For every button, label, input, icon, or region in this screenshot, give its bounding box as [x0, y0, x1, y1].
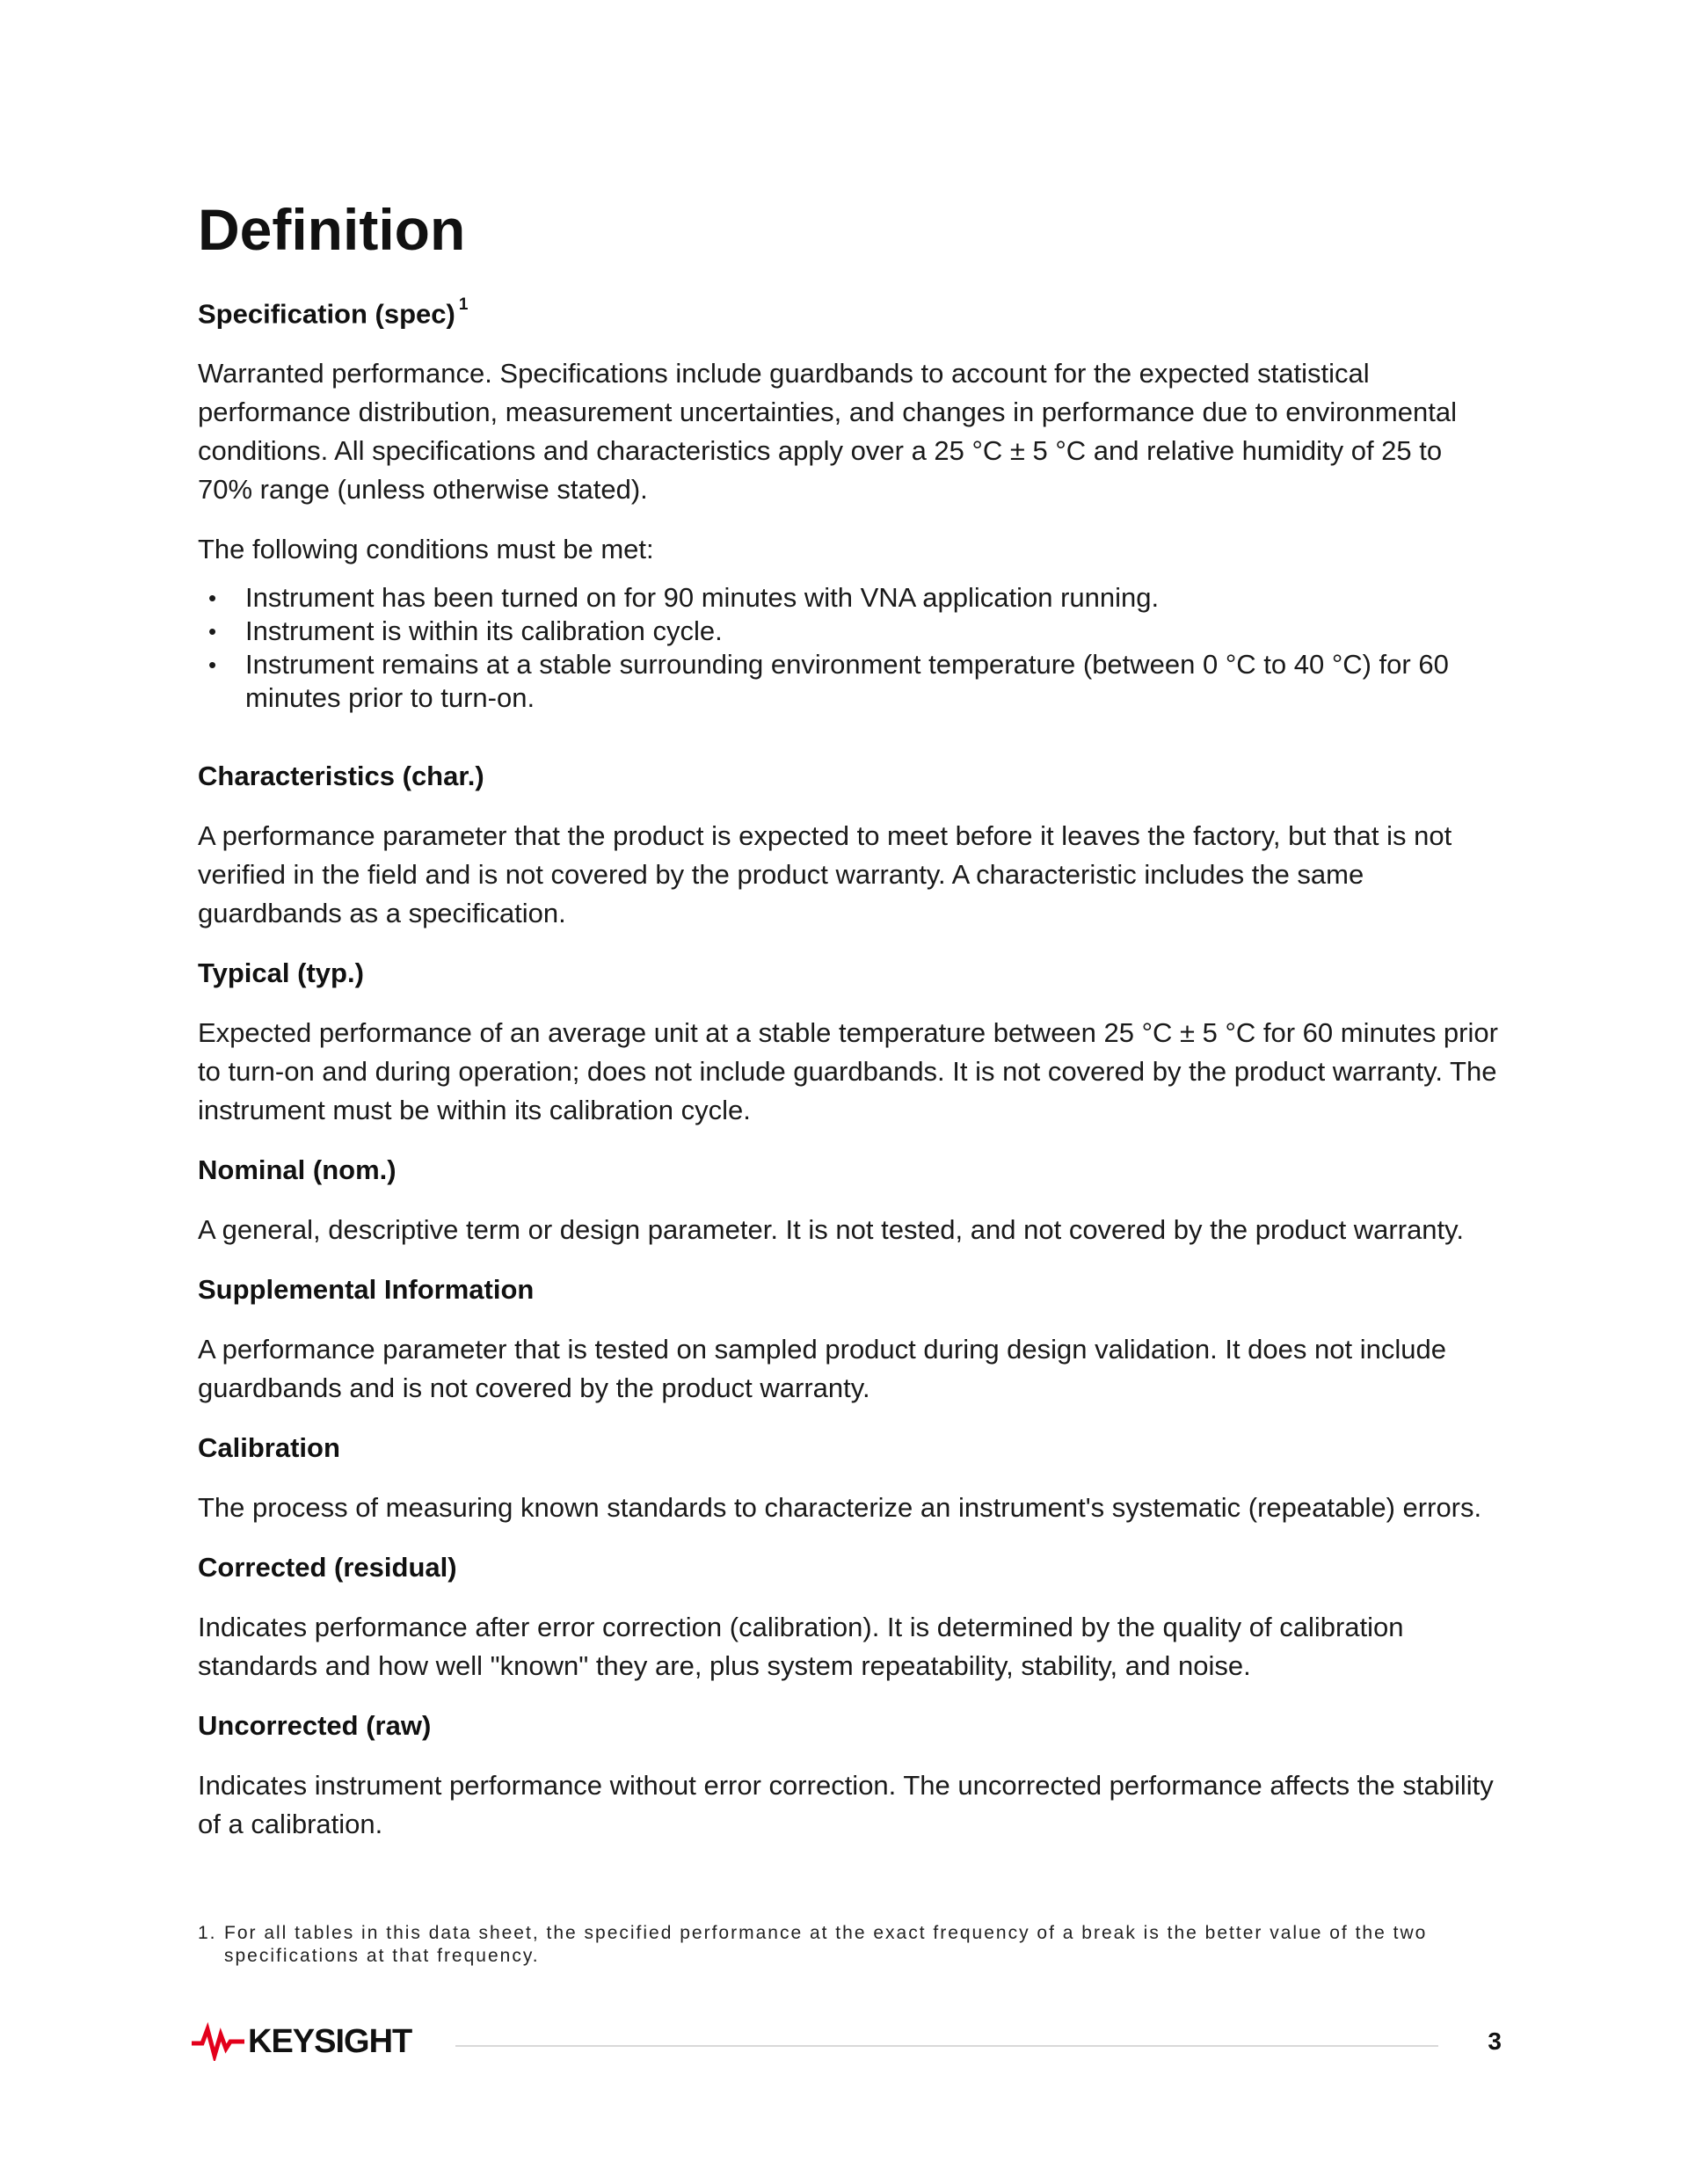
- term-heading: Calibration: [198, 1432, 340, 1464]
- bullet-icon: •: [208, 585, 217, 612]
- footnote: [198, 1922, 1446, 1968]
- keysight-wave-icon: [192, 2022, 244, 2061]
- list-item-text: Instrument remains at a stable surrounding environment temperature (between 0 °C to 40 °C) for 60 minutes prior to turn-on.: [245, 649, 1449, 714]
- term-heading: [198, 289, 1499, 333]
- term-heading: Corrected (residual): [198, 1552, 457, 1583]
- footnote-text: For all tables in this data sheet, the specified performance at the exact frequency of a break is the better value of the two specifications at that frequency.: [224, 1923, 1428, 1966]
- term-heading: Nominal (nom.): [198, 1154, 397, 1186]
- list-item: [198, 615, 1499, 648]
- definition-section-characteristics: [198, 757, 1499, 933]
- bullet-icon: •: [208, 652, 217, 679]
- conditions-intro: The following conditions must be met:: [198, 534, 654, 565]
- page-title: Definition: [198, 197, 466, 262]
- conditions-list: [198, 581, 1499, 715]
- list-item-text: Instrument is within its calibration cycle.: [245, 615, 723, 647]
- term-definition: A performance parameter that is tested on sampled product during design validation. It does not include guardbands and is not covered by the product warranty.: [198, 1334, 1446, 1404]
- footnote-reference[interactable]: 1: [458, 295, 469, 314]
- term-heading: Uncorrected (raw): [198, 1710, 432, 1742]
- definition-section-calibration: [198, 1429, 1499, 1527]
- footnote-number: 1.: [198, 1923, 217, 1943]
- definition-section-uncorrected: [198, 1707, 1499, 1844]
- list-item: [198, 581, 1499, 615]
- term-definition: Indicates performance after error correction (calibration). It is determined by the quality of calibration standards and how well "known" they are, plus system repeatability, stability, and noise.: [198, 1612, 1404, 1682]
- page-footer: [192, 2019, 1502, 2063]
- definition-section-corrected: [198, 1548, 1499, 1685]
- bullet-icon: •: [208, 618, 217, 645]
- term-definition: Expected performance of an average unit at a stable temperature between 25 °C ± 5 °C for 60 minutes prior to turn-on and during operation; does not include guardbands. It is not covered by the product warranty. The instrument must be within its calibration cycle.: [198, 1017, 1498, 1126]
- page-content: [198, 189, 1499, 1865]
- definition-section-specification: [198, 289, 1499, 715]
- definition-section-nominal: [198, 1151, 1499, 1249]
- list-item: [198, 648, 1499, 715]
- definition-section-typical: [198, 954, 1499, 1130]
- list-item-text: Instrument has been turned on for 90 minutes with VNA application running.: [245, 582, 1160, 614]
- term-heading: Characteristics (char.): [198, 761, 484, 792]
- footer-divider: [455, 2045, 1438, 2047]
- term-label: Specification (spec): [198, 298, 455, 330]
- logo-text: KEYSIGHT: [248, 2023, 412, 2060]
- term-heading: Supplemental Information: [198, 1274, 535, 1306]
- term-definition: A performance parameter that the product is expected to meet before it leaves the factory, but that is not verified in the field and is not covered by the product warranty. A characteristic includes the same guardbands as a specification.: [198, 820, 1452, 929]
- keysight-logo: [192, 2022, 411, 2061]
- term-definition: A general, descriptive term or design parameter. It is not tested, and not covered by the product warranty.: [198, 1214, 1464, 1246]
- term-heading: Typical (typ.): [198, 957, 364, 989]
- term-definition: Warranted performance. Specifications include guardbands to account for the expected statistical performance distribution, measurement uncertainties, and changes in performance due to environmental conditions. All specifications and characteristics apply over a 25 °C ± 5 °C and relative humidity of 25 to 70% range (unless otherwise stated).: [198, 358, 1457, 506]
- definition-section-supplemental: [198, 1270, 1499, 1408]
- term-definition: Indicates instrument performance without error correction. The uncorrected performance affects the stability of a calibration.: [198, 1770, 1494, 1840]
- term-definition: The process of measuring known standards to characterize an instrument's systematic (repeatable) errors.: [198, 1492, 1482, 1524]
- page-number: 3: [1488, 2027, 1502, 2055]
